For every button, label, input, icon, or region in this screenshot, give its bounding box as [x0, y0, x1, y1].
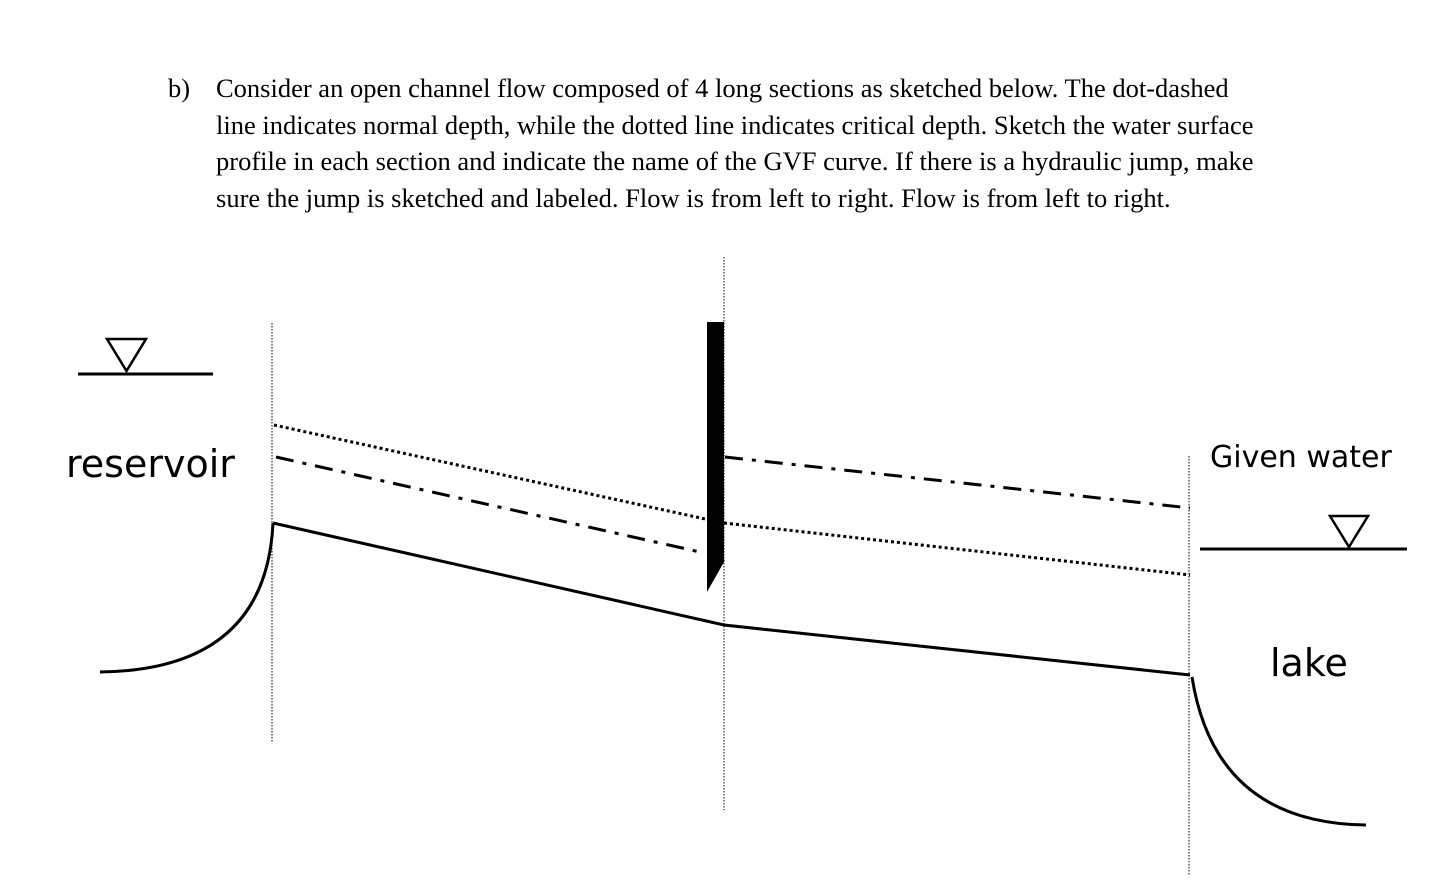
normal-depth-line-section-2: [725, 457, 1190, 508]
sluice-gate: [707, 322, 724, 592]
question-line: sure the jump is sketched and labeled. Flow is from left to right. Flow is from left to right.: [216, 182, 1171, 213]
lake-label: lake: [1270, 641, 1348, 685]
given-water-label: Given water: [1210, 440, 1392, 475]
critical-depth-line-section-1: [274, 425, 719, 522]
reservoir-water-level-icon: [107, 339, 146, 371]
reservoir-bottom-curve: [100, 523, 273, 672]
channel-bed: [273, 523, 1190, 675]
critical-depth-line-section-2: [724, 523, 1190, 575]
question-line: line indicates normal depth, while the dotted line indicates critical depth. Sketch the water surface: [216, 109, 1254, 140]
question-line: profile in each section and indicate the name of the GVF curve. If there is a hydraulic jump, make: [216, 146, 1254, 176]
question-label: b): [168, 73, 191, 103]
question-line: Consider an open channel flow composed of 4 long sections as sketched below. The dot-dashed: [216, 73, 1229, 103]
lake-water-level-icon: [1330, 516, 1368, 547]
reservoir-label: reservoir: [66, 442, 235, 486]
lake-bottom-curve: [1192, 677, 1366, 825]
